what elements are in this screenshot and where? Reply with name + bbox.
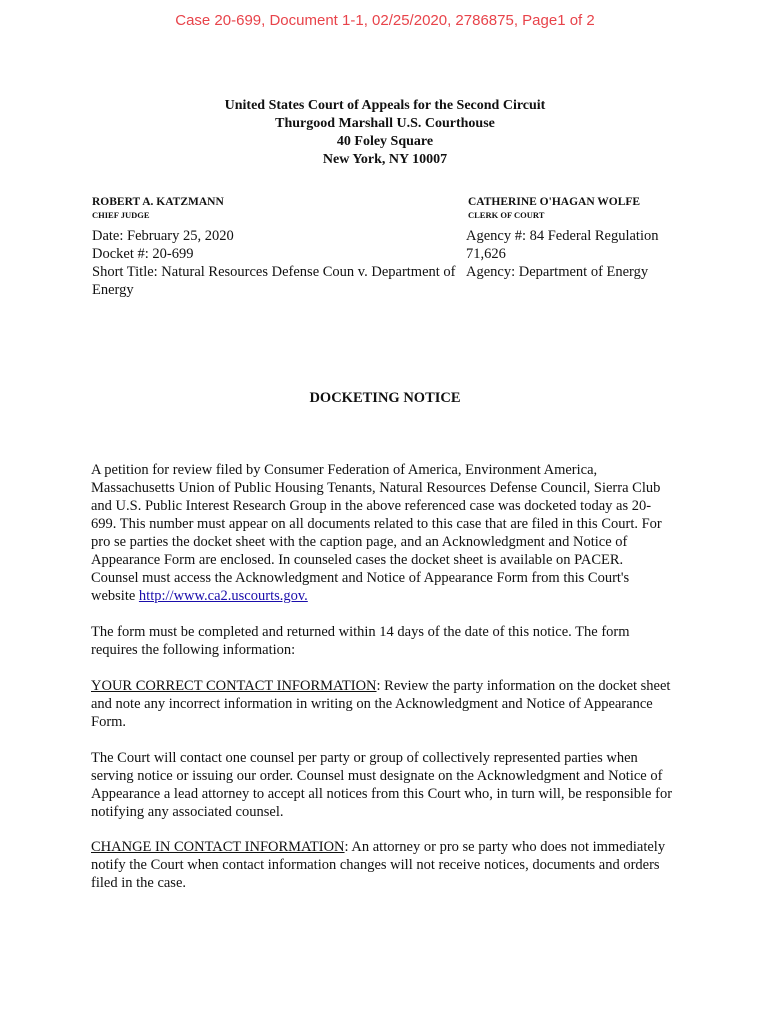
chief-judge-block [92, 195, 224, 221]
court-header [0, 97, 770, 169]
chief-judge-name: ROBERT A. KATZMANN [92, 196, 224, 208]
notice-date: Date: February 25, 2020 [92, 228, 234, 244]
contact-info-paragraph [91, 677, 673, 731]
notice-title: DOCKETING NOTICE [309, 390, 461, 406]
change-contact-heading: CHANGE IN CONTACT INFORMATION [91, 839, 345, 855]
court-street: 40 Foley Square [336, 134, 434, 149]
courthouse-name: Thurgood Marshall U.S. Courthouse [275, 116, 495, 131]
change-contact-paragraph [91, 838, 673, 892]
case-stamp: Case 20-699, Document 1-1, 02/25/2020, 2786875, Page1 of 2 [175, 12, 595, 29]
clerk-title: CLERK OF COURT [468, 210, 545, 220]
petition-paragraph [91, 461, 673, 605]
form-deadline-paragraph: The form must be completed and returned within 14 days of the date of this notice. The form requires the following information: [91, 624, 630, 658]
docket-number: Docket #: 20-699 [92, 246, 194, 262]
petition-text: A petition for review filed by Consumer Federation of America, Environment America, Massachusetts Union of Public Housing Tenants, Natural Resources Defense Council, Sierra Club and U.S. Public Interest Research Group in the above referenced case was docketed today as 20-699. This number must appear on all documents related to this case that are filed in this Court. For pro se parties the docket sheet with the caption page, and an Acknowledgment and Notice of Appearance Form are enclosed. In counseled cases the docket sheet is available on PACER. Counsel must access the Acknowledgment and Notice of Appearance Form from this Court's website [91, 462, 662, 604]
chief-judge-title: CHIEF JUDGE [92, 210, 150, 220]
change-contact-text: : An attorney or pro se party who does not immediately notify the Court when contact information changes will not receive notices, documents and orders filed in the case. [91, 839, 666, 891]
court-name: United States Court of Appeals for the Second Circuit [224, 98, 546, 113]
agency-name: Agency: Department of Energy [466, 264, 649, 280]
court-city: New York, NY 10007 [322, 152, 448, 167]
case-info-right [466, 227, 686, 281]
clerk-name: CATHERINE O'HAGAN WOLFE [468, 196, 641, 208]
lead-attorney-paragraph: The Court will contact one counsel per party or group of collectively represented parties when serving notice or issuing our order. Counsel must designate on the Acknowledgment and Notice of Appearance a lead attorney to accept all notices from this Court who, in turn will, be responsible for notifying any associated counsel. [91, 750, 673, 820]
contact-info-heading: YOUR CORRECT CONTACT INFORMATION [91, 678, 377, 694]
clerk-block [468, 195, 640, 221]
court-website-link[interactable]: http://www.ca2.uscourts.gov. [138, 588, 308, 604]
contact-info-text: : Review the party information on the docket sheet and note any incorrect information in writing on the Acknowledgment and Notice of Appearance Form. [91, 678, 671, 730]
short-title: Short Title: Natural Resources Defense Coun v. Department of Energy [92, 264, 456, 298]
agency-number: Agency #: 84 Federal Regulation 71,626 [466, 228, 659, 262]
case-info-left [92, 227, 464, 299]
